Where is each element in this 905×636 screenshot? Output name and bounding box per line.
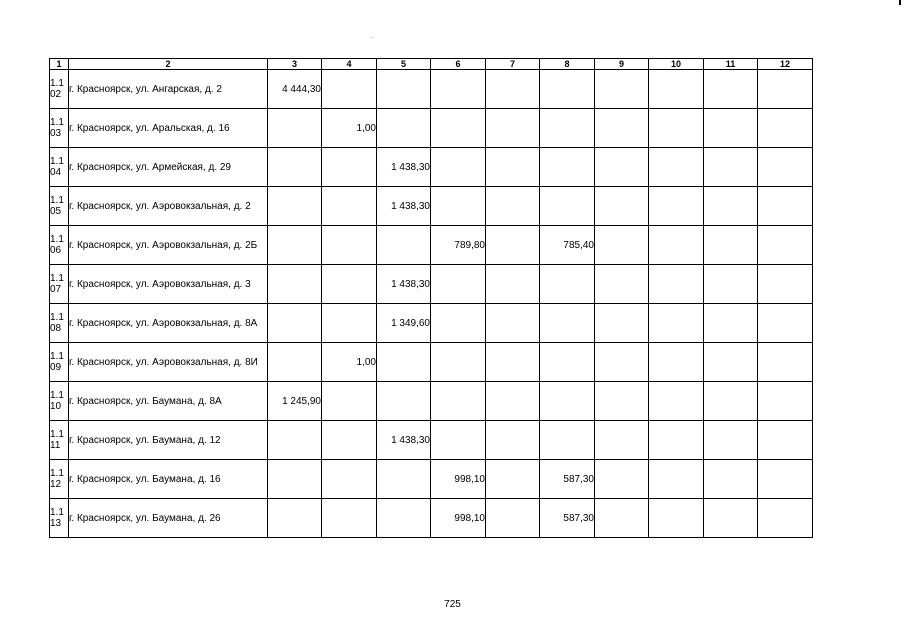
value-cell-col-6: 998,10 bbox=[431, 460, 486, 499]
value-cell-col-4 bbox=[322, 265, 377, 304]
value-cell-col-7 bbox=[486, 421, 540, 460]
value-cell-col-5 bbox=[377, 343, 431, 382]
address-cell: г. Красноярск, ул. Баумана, д. 26 bbox=[69, 499, 268, 538]
column-header: 12 bbox=[758, 59, 813, 70]
value-cell-col-4 bbox=[322, 499, 377, 538]
value-cell-col-4: 1,00 bbox=[322, 109, 377, 148]
value-cell-col-6 bbox=[431, 70, 486, 109]
value-cell-col-12 bbox=[758, 304, 813, 343]
value-cell-col-12 bbox=[758, 421, 813, 460]
page-number: 725 bbox=[444, 599, 461, 610]
value-cell-col-4 bbox=[322, 148, 377, 187]
value-cell-col-4 bbox=[322, 304, 377, 343]
value-cell-col-3 bbox=[268, 187, 322, 226]
value-cell-col-10 bbox=[649, 109, 704, 148]
value-cell-col-6 bbox=[431, 265, 486, 304]
address-cell: г. Красноярск, ул. Аэровокзальная, д. 8И bbox=[69, 343, 268, 382]
value-cell-col-6 bbox=[431, 109, 486, 148]
value-cell-col-9 bbox=[595, 460, 649, 499]
value-cell-col-4: 1,00 bbox=[322, 343, 377, 382]
value-cell-col-11 bbox=[704, 148, 758, 187]
table-row bbox=[50, 343, 813, 382]
column-header: 3 bbox=[268, 59, 322, 70]
address-cell: г. Красноярск, ул. Армейская, д. 29 bbox=[69, 148, 268, 187]
value-cell-col-10 bbox=[649, 499, 704, 538]
value-cell-col-8 bbox=[540, 343, 595, 382]
table-row bbox=[50, 460, 813, 499]
column-header: 8 bbox=[540, 59, 595, 70]
value-cell-col-5: 1 438,30 bbox=[377, 265, 431, 304]
value-cell-col-3 bbox=[268, 265, 322, 304]
value-cell-col-9 bbox=[595, 421, 649, 460]
value-cell-col-8 bbox=[540, 109, 595, 148]
row-number: 1.1 09 bbox=[50, 343, 69, 382]
value-cell-col-3 bbox=[268, 226, 322, 265]
value-cell-col-6 bbox=[431, 421, 486, 460]
value-cell-col-7 bbox=[486, 343, 540, 382]
value-cell-col-3 bbox=[268, 499, 322, 538]
value-cell-col-5 bbox=[377, 382, 431, 421]
value-cell-col-6 bbox=[431, 343, 486, 382]
value-cell-col-10 bbox=[649, 187, 704, 226]
value-cell-col-10 bbox=[649, 265, 704, 304]
value-cell-col-3 bbox=[268, 148, 322, 187]
row-number: 1.1 10 bbox=[50, 382, 69, 421]
row-number: 1.1 07 bbox=[50, 265, 69, 304]
value-cell-col-10 bbox=[649, 421, 704, 460]
value-cell-col-11 bbox=[704, 226, 758, 265]
header-row bbox=[50, 59, 813, 70]
value-cell-col-7 bbox=[486, 265, 540, 304]
value-cell-col-12 bbox=[758, 109, 813, 148]
value-cell-col-12 bbox=[758, 226, 813, 265]
value-cell-col-9 bbox=[595, 70, 649, 109]
value-cell-col-11 bbox=[704, 304, 758, 343]
value-cell-col-10 bbox=[649, 148, 704, 187]
table-row bbox=[50, 382, 813, 421]
value-cell-col-8 bbox=[540, 382, 595, 421]
address-cell: г. Красноярск, ул. Баумана, д. 8А bbox=[69, 382, 268, 421]
value-cell-col-7 bbox=[486, 70, 540, 109]
value-cell-col-6: 789,80 bbox=[431, 226, 486, 265]
value-cell-col-3 bbox=[268, 460, 322, 499]
row-number: 1.1 04 bbox=[50, 148, 69, 187]
value-cell-col-5: 1 438,30 bbox=[377, 187, 431, 226]
row-number: 1.1 05 bbox=[50, 187, 69, 226]
value-cell-col-5 bbox=[377, 499, 431, 538]
value-cell-col-12 bbox=[758, 265, 813, 304]
row-number: 1.1 12 bbox=[50, 460, 69, 499]
address-cell: г. Красноярск, ул. Баумана, д. 16 bbox=[69, 460, 268, 499]
value-cell-col-11 bbox=[704, 187, 758, 226]
value-cell-col-5: 1 438,30 bbox=[377, 421, 431, 460]
value-cell-col-8: 785,40 bbox=[540, 226, 595, 265]
value-cell-col-7 bbox=[486, 499, 540, 538]
value-cell-col-9 bbox=[595, 148, 649, 187]
value-cell-col-12 bbox=[758, 343, 813, 382]
value-cell-col-11 bbox=[704, 70, 758, 109]
table-row bbox=[50, 265, 813, 304]
address-register-table bbox=[49, 58, 813, 538]
row-number: 1.1 02 bbox=[50, 70, 69, 109]
row-number: 1.1 03 bbox=[50, 109, 69, 148]
value-cell-col-10 bbox=[649, 382, 704, 421]
value-cell-col-8 bbox=[540, 148, 595, 187]
value-cell-col-4 bbox=[322, 187, 377, 226]
value-cell-col-7 bbox=[486, 226, 540, 265]
value-cell-col-4 bbox=[322, 460, 377, 499]
value-cell-col-7 bbox=[486, 382, 540, 421]
row-number: 1.1 08 bbox=[50, 304, 69, 343]
value-cell-col-10 bbox=[649, 70, 704, 109]
value-cell-col-9 bbox=[595, 226, 649, 265]
row-number: 1.1 06 bbox=[50, 226, 69, 265]
value-cell-col-11 bbox=[704, 265, 758, 304]
column-header: 6 bbox=[431, 59, 486, 70]
column-header: 4 bbox=[322, 59, 377, 70]
value-cell-col-5: 1 438,30 bbox=[377, 148, 431, 187]
value-cell-col-8 bbox=[540, 187, 595, 226]
row-number: 1.1 11 bbox=[50, 421, 69, 460]
value-cell-col-8 bbox=[540, 70, 595, 109]
value-cell-col-6 bbox=[431, 148, 486, 187]
value-cell-col-11 bbox=[704, 343, 758, 382]
value-cell-col-12 bbox=[758, 148, 813, 187]
value-cell-col-5 bbox=[377, 460, 431, 499]
value-cell-col-10 bbox=[649, 343, 704, 382]
table-row bbox=[50, 148, 813, 187]
value-cell-col-3: 1 245,90 bbox=[268, 382, 322, 421]
value-cell-col-9 bbox=[595, 109, 649, 148]
value-cell-col-6 bbox=[431, 304, 486, 343]
value-cell-col-12 bbox=[758, 460, 813, 499]
column-header: 10 bbox=[649, 59, 704, 70]
table-body bbox=[50, 70, 813, 538]
value-cell-col-4 bbox=[322, 382, 377, 421]
address-cell: г. Красноярск, ул. Баумана, д. 12 bbox=[69, 421, 268, 460]
value-cell-col-8: 587,30 bbox=[540, 499, 595, 538]
value-cell-col-4 bbox=[322, 421, 377, 460]
value-cell-col-7 bbox=[486, 460, 540, 499]
value-cell-col-8: 587,30 bbox=[540, 460, 595, 499]
table-row bbox=[50, 499, 813, 538]
value-cell-col-7 bbox=[486, 109, 540, 148]
value-cell-col-7 bbox=[486, 304, 540, 343]
value-cell-col-3 bbox=[268, 109, 322, 148]
value-cell-col-3 bbox=[268, 343, 322, 382]
value-cell-col-5: 1 349,60 bbox=[377, 304, 431, 343]
value-cell-col-12 bbox=[758, 499, 813, 538]
value-cell-col-6 bbox=[431, 187, 486, 226]
value-cell-col-12 bbox=[758, 70, 813, 109]
address-cell: г. Красноярск, ул. Аэровокзальная, д. 8А bbox=[69, 304, 268, 343]
value-cell-col-8 bbox=[540, 421, 595, 460]
address-cell: г. Красноярск, ул. Ангарская, д. 2 bbox=[69, 70, 268, 109]
scan-artifact bbox=[371, 37, 374, 38]
value-cell-col-4 bbox=[322, 70, 377, 109]
value-cell-col-9 bbox=[595, 304, 649, 343]
table-row bbox=[50, 187, 813, 226]
value-cell-col-11 bbox=[704, 382, 758, 421]
value-cell-col-9 bbox=[595, 343, 649, 382]
address-cell: г. Красноярск, ул. Аральская, д. 16 bbox=[69, 109, 268, 148]
value-cell-col-5 bbox=[377, 109, 431, 148]
value-cell-col-10 bbox=[649, 460, 704, 499]
value-cell-col-3 bbox=[268, 304, 322, 343]
value-cell-col-7 bbox=[486, 148, 540, 187]
column-header: 7 bbox=[486, 59, 540, 70]
value-cell-col-9 bbox=[595, 499, 649, 538]
value-cell-col-12 bbox=[758, 382, 813, 421]
table-row bbox=[50, 304, 813, 343]
value-cell-col-9 bbox=[595, 382, 649, 421]
value-cell-col-4 bbox=[322, 226, 377, 265]
address-cell: г. Красноярск, ул. Аэровокзальная, д. 2 bbox=[69, 187, 268, 226]
value-cell-col-12 bbox=[758, 187, 813, 226]
column-header: 1 bbox=[50, 59, 69, 70]
corner-mark bbox=[899, 0, 901, 5]
value-cell-col-11 bbox=[704, 499, 758, 538]
value-cell-col-7 bbox=[486, 187, 540, 226]
address-cell: г. Красноярск, ул. Аэровокзальная, д. 2Б bbox=[69, 226, 268, 265]
table-row bbox=[50, 226, 813, 265]
value-cell-col-10 bbox=[649, 226, 704, 265]
value-cell-col-11 bbox=[704, 109, 758, 148]
column-header: 2 bbox=[69, 59, 268, 70]
value-cell-col-6 bbox=[431, 382, 486, 421]
column-header: 9 bbox=[595, 59, 649, 70]
table-row bbox=[50, 70, 813, 109]
table-row bbox=[50, 109, 813, 148]
value-cell-col-8 bbox=[540, 304, 595, 343]
value-cell-col-5 bbox=[377, 70, 431, 109]
value-cell-col-11 bbox=[704, 421, 758, 460]
value-cell-col-11 bbox=[704, 460, 758, 499]
value-cell-col-9 bbox=[595, 265, 649, 304]
value-cell-col-10 bbox=[649, 304, 704, 343]
address-cell: г. Красноярск, ул. Аэровокзальная, д. 3 bbox=[69, 265, 268, 304]
value-cell-col-3 bbox=[268, 421, 322, 460]
value-cell-col-8 bbox=[540, 265, 595, 304]
row-number: 1.1 13 bbox=[50, 499, 69, 538]
column-header: 5 bbox=[377, 59, 431, 70]
value-cell-col-6: 998,10 bbox=[431, 499, 486, 538]
column-header: 11 bbox=[704, 59, 758, 70]
value-cell-col-9 bbox=[595, 187, 649, 226]
table-row bbox=[50, 421, 813, 460]
value-cell-col-5 bbox=[377, 226, 431, 265]
value-cell-col-3: 4 444,30 bbox=[268, 70, 322, 109]
